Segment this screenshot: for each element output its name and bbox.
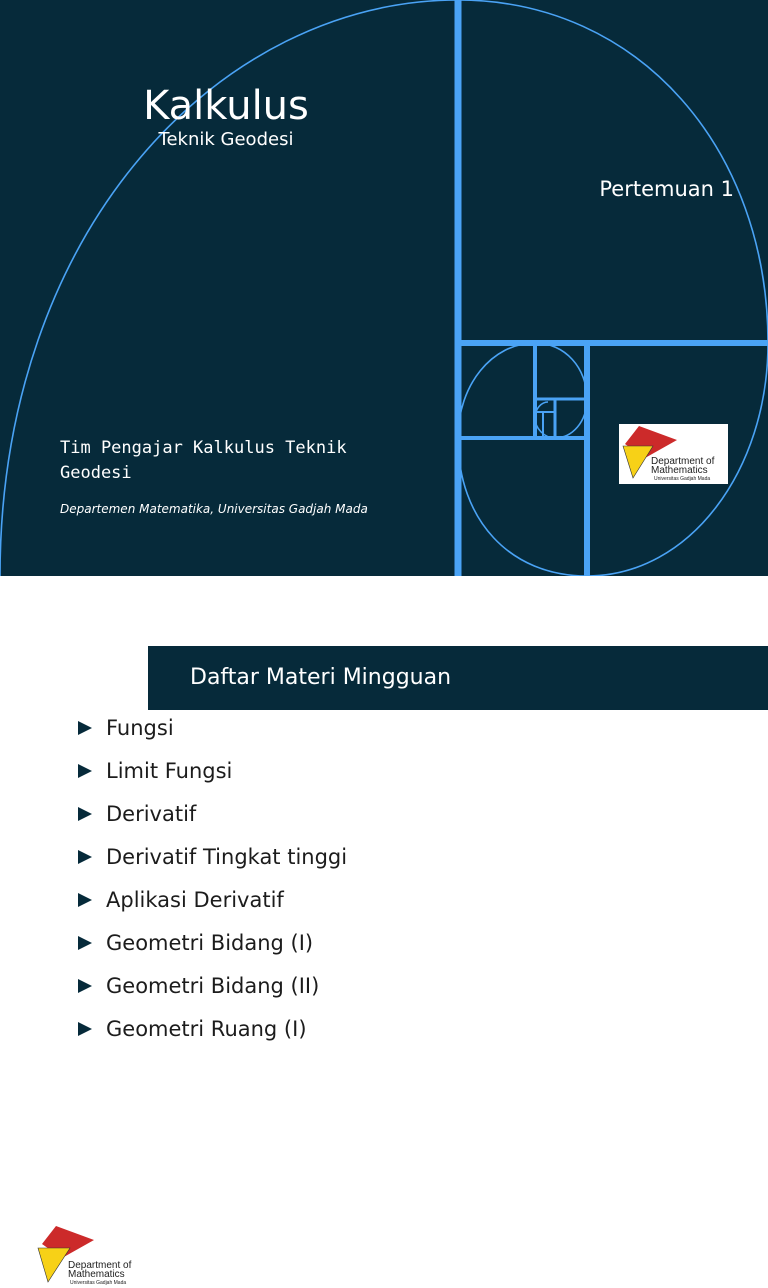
logo-text-line3: Universitas Gadjah Mada [70,1280,127,1286]
content-slide [0,576,768,1286]
department-logo [619,424,728,484]
author-line: Tim Pengajar Kalkulus Teknik Geodesi [60,438,347,483]
meeting-label: Pertemuan 1 [599,177,734,201]
triangle-bullet-icon [78,721,92,735]
list-item [76,841,347,884]
triangle-bullet-icon [78,764,92,778]
list-item [76,755,347,798]
triangle-bullet-icon [78,807,92,821]
frame-title: Daftar Materi Mingguan [190,665,452,690]
presentation-title: Kalkulus [143,83,309,129]
list-item [76,884,347,927]
topic-list [76,712,347,1056]
title-slide [0,0,768,576]
list-item [76,927,347,970]
institute-line: Departemen Matematika, Universitas Gadjah Mada [60,502,368,516]
logo-yellow-shape [623,446,653,478]
topic-label: Derivatif [106,802,197,826]
topic-label: Aplikasi Derivatif [106,888,284,912]
topic-label: Derivatif Tingkat tinggi [106,845,348,869]
triangle-bullet-icon [78,850,92,864]
logo-text-line2: Mathematics [651,465,708,476]
department-logo-small [28,1222,146,1288]
logo-text-line3: Universitas Gadjah Mada [654,476,711,482]
list-item [76,712,347,755]
topic-label: Geometri Bidang (II) [106,974,320,998]
topic-label: Limit Fungsi [106,759,233,783]
topic-label: Fungsi [106,716,174,740]
list-item [76,798,347,841]
triangle-bullet-icon [78,1022,92,1036]
logo-yellow-shape [38,1248,70,1282]
topic-label: Geometri Bidang (I) [106,931,314,955]
frame-title-bar [148,646,768,710]
topic-label: Geometri Ruang (I) [106,1017,307,1041]
list-item [76,1013,347,1056]
triangle-bullet-icon [78,936,92,950]
logo-text-line1: Department of [68,1260,132,1271]
logo-text-line2: Mathematics [68,1269,125,1280]
triangle-bullet-icon [78,893,92,907]
list-item [76,970,347,1013]
presentation-subtitle: Teknik Geodesi [158,129,294,150]
logo-text-line1: Department of [651,456,715,467]
triangle-bullet-icon [78,979,92,993]
